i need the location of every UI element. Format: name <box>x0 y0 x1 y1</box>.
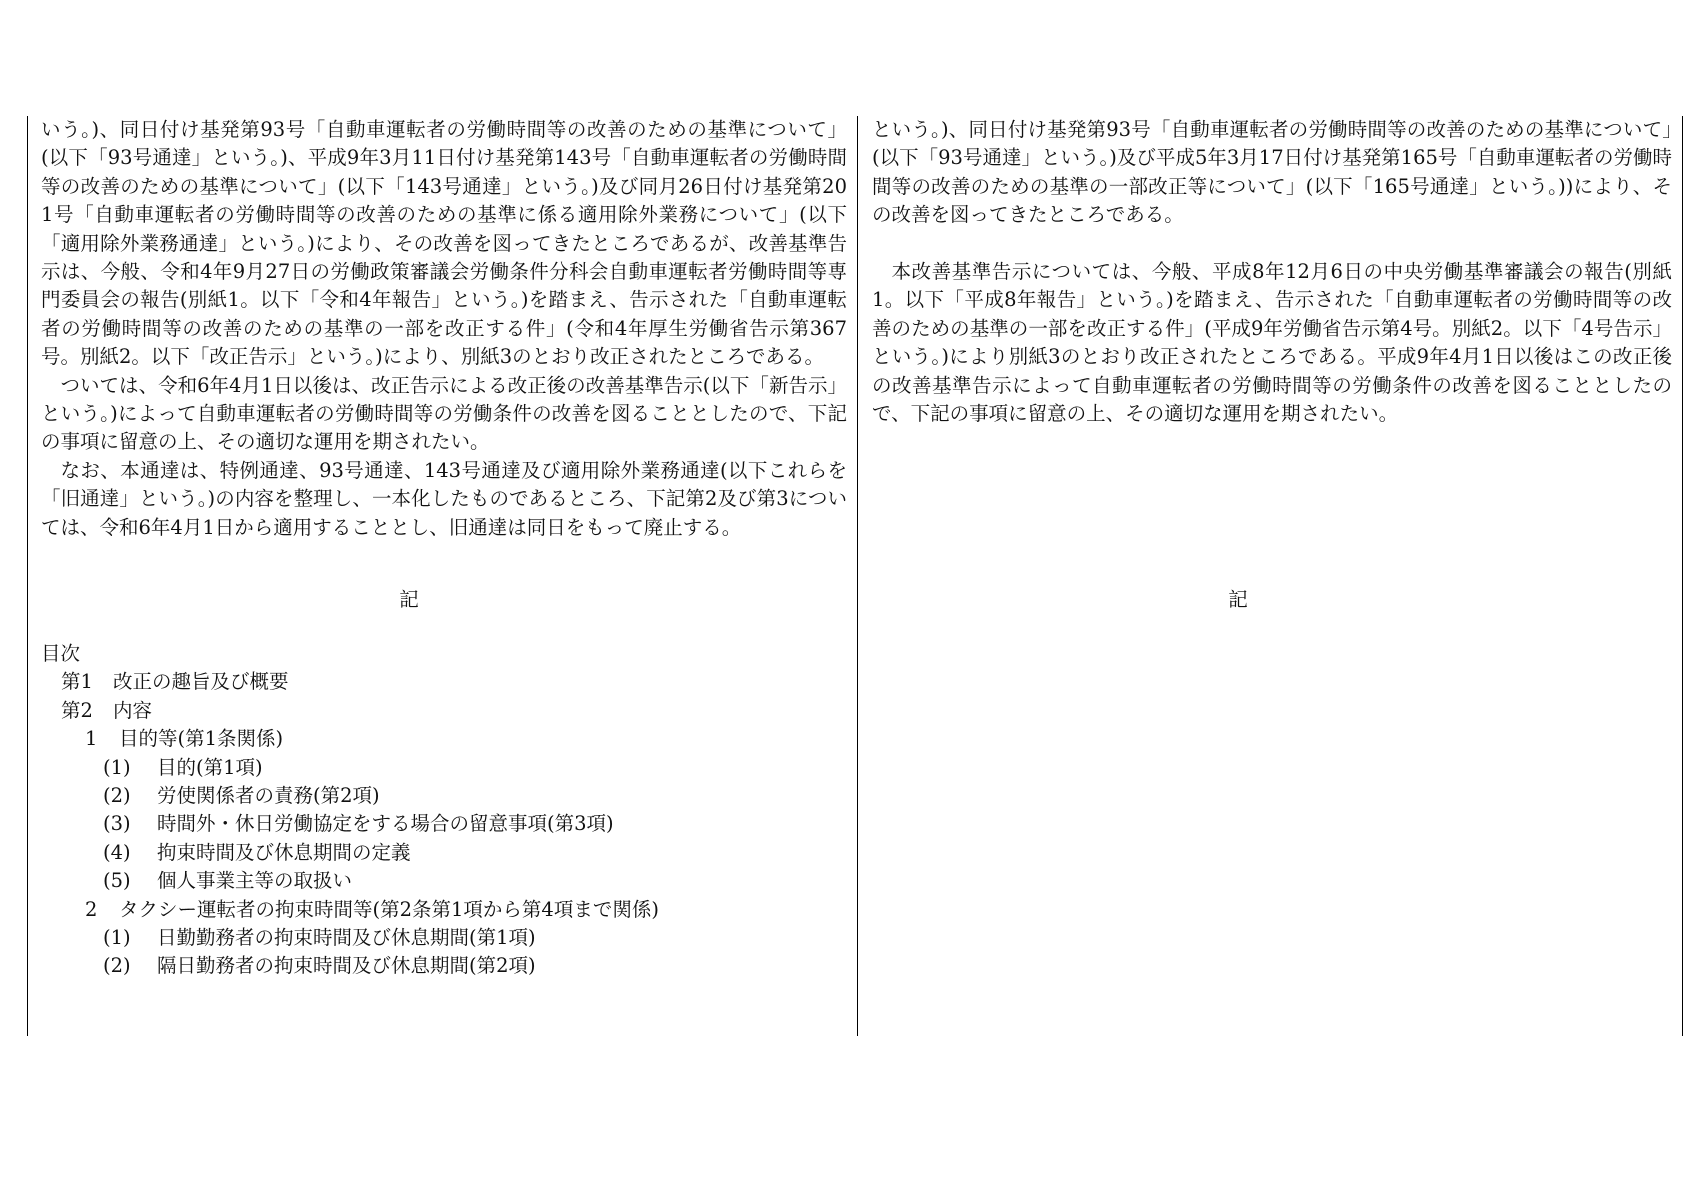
left-paragraph-1: いう。)、同日付け基発第93号「自動車運転者の労働時間等の改善のための基準について」(以下「93号通達」という。)、平成9年3月11日付け基発第143号「自動車運転者の労働時間等の改善のための基準について」(以下「143号通達」という。)及び同月26日付け基発第201号「自動車運転者の労働時間等の改善のための基準に係る適用除外業務について」(以下「適用除外業務通達」という。)により、その改善を図ってきたところであるが、改善基準告示は、今般、令和4年9月27日の労働政策審議会労働条件分科会自動車運転者労働時間等専門委員会の報告(別紙1。以下「令和4年報告」という。)を踏まえ、告示された「自動車運転者の労働時間等の改善のための基準の一部を改正する件」(令和4年厚生労働省告示第367号。別紙2。以下「改正告示」という。)により、別紙3のとおり改正されたところである。 <box>41 118 847 369</box>
toc-item <box>41 810 659 838</box>
toc-item-label: 隔日勤務者の拘束時間及び休息期間(第2項) <box>157 954 536 978</box>
toc-item-number: 2 <box>85 897 98 921</box>
left-paragraph-2: ついては、令和6年4月1日以後は、改正告示による改正後の改善基準告示(以下「新告示」という。)によって自動車運転者の労働時間等の労働条件の改善を図ることとしたので、下記の事項に留意の上、その適切な運用を期されたい。 <box>41 373 847 454</box>
left-paragraph-3: なお、本通達は、特例通達、93号通達、143号通達及び適用除外業務通達(以下これらを「旧通達」という。)の内容を整理し、一本化したものであるところ、下記第2及び第3については、令和6年4月1日から適用することとし、旧通達は同日をもって廃止する。 <box>41 458 847 539</box>
toc-item-label: 時間外・休日労働協定をする場合の留意事項(第3項) <box>157 812 614 836</box>
toc-item-number: (4) <box>103 840 131 864</box>
toc-item <box>41 754 659 782</box>
toc-item <box>41 725 659 753</box>
left-ki-heading: 記 <box>399 588 419 611</box>
toc-item-number: (5) <box>103 869 131 893</box>
toc-item <box>41 952 659 980</box>
toc-item <box>41 839 659 867</box>
table-of-contents <box>41 640 659 981</box>
toc-item-number: (1) <box>103 755 131 779</box>
right-paragraph-1: という。)、同日付け基発第93号「自動車運転者の労働時間等の改善のための基準について」(以下「93号通達」という。)及び平成5年3月17日付け基発第165号「自動車運転者の労働時間等の改善のための基準の一部改正等について」(以下「165号通達」という。))により、その改善を図ってきたところである。 <box>872 118 1673 227</box>
toc-item-label: 内容 <box>113 698 153 722</box>
toc-item-label: タクシー運転者の拘束時間等(第2条第1項から第4項まで関係) <box>119 897 659 921</box>
table-border-right <box>1682 116 1683 1036</box>
toc-item-number: 第1 <box>61 670 93 694</box>
right-column-body <box>872 116 1672 428</box>
comparison-table <box>27 116 1683 1036</box>
toc-item <box>41 668 659 696</box>
toc-item <box>41 867 659 895</box>
toc-item-label: 個人事業主等の取扱い <box>157 869 353 893</box>
right-paragraph-2: 本改善基準告示については、今般、平成8年12月6日の中央労働基準審議会の報告(別紙1。以下「平成8年報告」という。)を踏まえ、告示された「自動車運転者の労働時間等の改善のための基準の一部を改正する件」(平成9年労働省告示第4号。別紙2。以下「4号告示」という。)により別紙3のとおり改正されたところである。平成9年4月1日以後はこの改正後の改善基準告示によって自動車運転者の労働時間等の労働条件の改善を図ることとしたので、下記の事項に留意の上、その適切な運用を期されたい。 <box>872 260 1672 426</box>
toc-item <box>41 924 659 952</box>
toc-item-number: (2) <box>103 783 131 807</box>
left-column-body <box>41 116 847 542</box>
toc-heading: 目次 <box>41 642 81 665</box>
toc-item <box>41 697 659 725</box>
toc-item-number: (2) <box>103 954 131 978</box>
right-paragraph-spacer <box>872 230 1672 258</box>
toc-item-number: (1) <box>103 925 131 949</box>
table-border-middle <box>857 116 858 1036</box>
toc-item-label: 目的等(第1条関係) <box>119 727 284 751</box>
toc-item <box>41 782 659 810</box>
toc-item-number: 1 <box>85 727 98 751</box>
toc-items <box>41 668 659 980</box>
toc-item-label: 労使関係者の責務(第2項) <box>157 783 380 807</box>
right-ki-heading: 記 <box>1228 588 1248 611</box>
toc-item-label: 改正の趣旨及び概要 <box>113 670 289 694</box>
toc-item-number: 第2 <box>61 698 93 722</box>
toc-item-label: 日勤勤務者の拘束時間及び休息期間(第1項) <box>157 925 536 949</box>
toc-item-number: (3) <box>103 812 131 836</box>
table-border-left <box>27 116 28 1036</box>
toc-item-label: 拘束時間及び休息期間の定義 <box>157 840 411 864</box>
toc-item <box>41 896 659 924</box>
toc-item-label: 目的(第1項) <box>157 755 263 779</box>
